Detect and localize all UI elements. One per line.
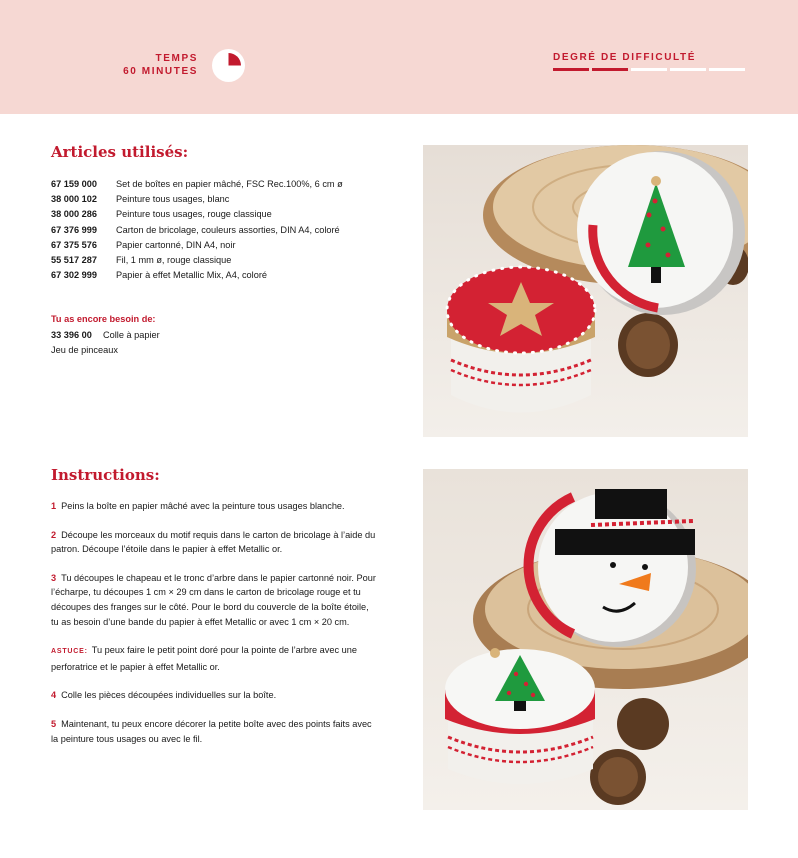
article-code: 67 159 000 [51,179,97,189]
difficulty-bar [670,68,706,71]
tip-label: ASTUCE: [51,648,88,656]
article-desc: Papier cartonné, DIN A4, noir [116,239,236,250]
extra-desc: Jeu de pinceaux [51,345,118,356]
clock-icon [212,49,245,82]
articles-title: Articles utilisés: [51,143,189,161]
article-row [51,268,343,283]
article-desc: Papier à effet Metallic Mix, A4, coloré [116,270,267,281]
time-value: 60 MINUTES [123,66,198,77]
article-desc: Fil, 1 mm ø, rouge classique [116,255,232,266]
time-label: TEMPS [155,53,198,64]
difficulty-label: DEGRÉ DE DIFFICULTÉ [553,52,696,63]
extra-code: 33 396 00 [51,330,92,340]
step-text: Colle les pièces découpées individuelles sur la boîte. [61,690,277,701]
step-text: Peins la boîte en papier mâché avec la peinture tous usages blanche. [61,501,345,511]
instruction-step [51,717,376,746]
difficulty-bar [631,68,667,71]
article-row [51,223,343,238]
article-code: 67 376 999 [51,224,97,235]
step-number: 4 [51,690,57,701]
article-row [51,253,343,268]
instructions-list [51,499,376,760]
extra-desc: Colle à papier [103,330,160,340]
article-code: 67 302 999 [51,270,97,281]
difficulty-bar [709,68,745,71]
difficulty-meter [553,68,745,71]
instructions-title: Instructions: [51,466,160,484]
header-band [0,0,798,114]
step-text: Tu peux faire le petit point doré pour la pointe de l’arbre avec une perforatrice et le papier à effet Metallic or. [51,645,357,672]
step-text: Tu découpes le chapeau et le tronc d’arbre dans le papier cartonné noir. Pour l’écharpe, tu découpes 1 cm × 29 cm dans le carton de bricolage rouge et tu découpes des franges sur le côté. Pour le bord du couvercle de la boîte étoile, tu as besoin d’une bande du papier à effet Metallic or avec 1 cm × 20 cm. [51,572,376,627]
article-code: 67 375 576 [51,239,97,250]
extra-list [51,328,160,358]
instruction-step [51,499,376,514]
step-text: Maintenant, tu peux encore décorer la petite boîte avec des points faits avec la peinture tous usages ou avec le fil. [51,718,372,744]
difficulty-bar [553,68,589,71]
article-code: 38 000 286 [51,209,97,220]
article-code: 55 517 287 [51,255,97,266]
article-row [51,177,343,192]
article-desc: Set de boîtes en papier mâché, FSC Rec.100%, 6 cm ø [116,179,343,189]
step-number: 5 [51,718,57,729]
article-desc: Peinture tous usages, blanc [116,194,230,205]
extra-row [51,328,160,343]
photo-star-box [423,145,748,437]
articles-list [51,177,343,283]
instruction-step [51,571,376,629]
article-desc: Carton de bricolage, couleurs assorties, DIN A4, coloré [116,224,340,235]
extra-row [51,343,160,358]
photo-snowman-box [423,469,748,810]
difficulty-bar [592,68,628,71]
article-desc: Peinture tous usages, rouge classique [116,209,272,220]
instruction-step [51,688,376,703]
time-info [123,52,198,78]
step-number: 2 [51,529,57,540]
step-number: 1 [51,501,57,511]
step-number: 3 [51,572,57,583]
article-row [51,207,343,222]
instruction-step [51,528,376,557]
article-row [51,192,343,207]
extra-title: Tu as encore besoin de: [51,314,156,324]
article-row [51,238,343,253]
step-text: Découpe les morceaux du motif requis dans le carton de bricolage à l’aide du patron. Découpe l’étoile dans le papier à effet Metallic or. [51,529,376,555]
tip-paragraph [51,643,376,674]
article-code: 38 000 102 [51,194,97,205]
